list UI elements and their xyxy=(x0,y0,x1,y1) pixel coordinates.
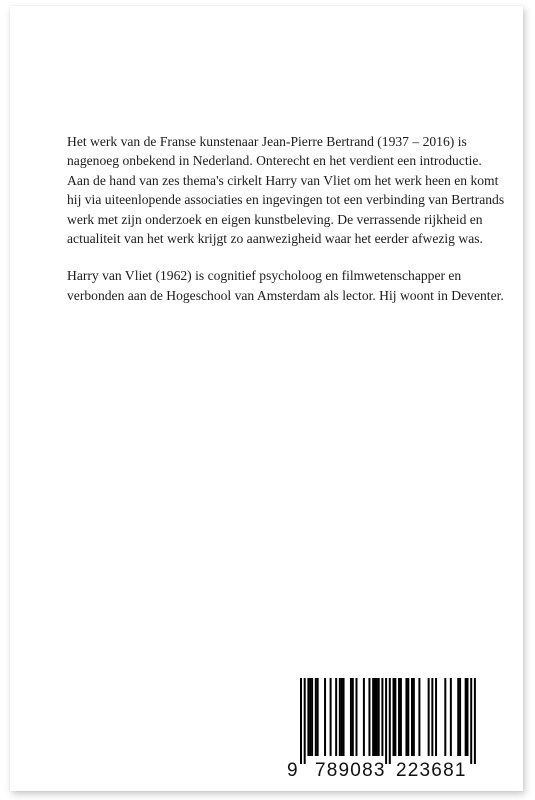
barcode-bar xyxy=(457,678,459,756)
barcode-bar xyxy=(350,678,352,756)
barcode-bar xyxy=(341,678,343,756)
text-line: Harry van Vliet (1962) is cognitief psycholoog en filmwetenschapper en xyxy=(67,268,462,284)
barcode-bar xyxy=(335,678,337,756)
text-line: nagenoeg onbekend in Nederland. Onterecht en het verdient een introductie. xyxy=(67,153,482,169)
isbn-left-group: 789083 xyxy=(315,760,386,781)
isbn-right-group: 223681 xyxy=(396,760,467,781)
barcode-bar xyxy=(413,678,415,756)
barcode-bar xyxy=(378,678,380,756)
barcode-bar xyxy=(394,678,396,756)
barcode-bar xyxy=(418,678,420,756)
text-line: verbonden aan de Hogeschool van Amsterdam als lector. Hij woont in Deventer. xyxy=(67,287,504,303)
barcode-bar xyxy=(343,678,345,756)
back-cover-page xyxy=(10,6,523,791)
barcode-bar xyxy=(393,678,395,756)
barcode-guard-bar xyxy=(385,678,387,764)
barcode-bar xyxy=(363,678,365,756)
isbn-first-digit: 9 xyxy=(287,760,299,781)
barcode-bar xyxy=(324,678,326,756)
barcode-bar xyxy=(444,678,446,756)
text-line: Aan de hand van zes thema's cirkelt Harry van Vliet om het werk heen en komt xyxy=(67,172,499,188)
text-line: actualiteit van het werk krijgt zo aanwezigheid waar het eerder afwezig was. xyxy=(67,231,483,247)
barcode-bar xyxy=(400,678,402,756)
barcode-guard-bar xyxy=(474,678,476,764)
barcode-bar xyxy=(450,678,452,756)
barcode-bar xyxy=(330,678,332,756)
text-line: werk met zijn onderzoek en eigen kunstbeleving. De verrassende rijkheid en xyxy=(67,211,483,227)
barcode-bar xyxy=(405,678,407,756)
barcode-bar xyxy=(315,678,317,756)
text-line: Het werk van de Franse kunstenaar Jean-Pierre Bertrand (1937 – 2016) is xyxy=(67,134,467,149)
text-line: hij via uiteenlopende associaties en ingevingen tot een verbinding van Bertrands xyxy=(67,192,505,208)
barcode-bar xyxy=(467,678,469,756)
barcode-bar xyxy=(372,678,374,756)
barcode-bar xyxy=(376,678,378,756)
barcode-guard-bar xyxy=(470,678,472,764)
barcode-bar xyxy=(309,678,311,756)
barcode-bar xyxy=(428,678,430,756)
barcode-bar xyxy=(339,678,341,756)
barcode-bar xyxy=(307,678,309,756)
barcode-bar xyxy=(431,678,433,756)
barcode-bar xyxy=(407,678,409,756)
barcode-bar xyxy=(411,678,413,756)
barcode-bar xyxy=(352,678,354,756)
barcode-guard-bar xyxy=(300,678,302,764)
back-cover-text xyxy=(67,132,505,305)
barcode-guard-bar xyxy=(304,678,306,764)
barcode-bar xyxy=(368,678,370,756)
paragraph-book-description xyxy=(67,132,505,248)
barcode-bar xyxy=(459,678,461,756)
barcode-bar xyxy=(356,678,358,756)
barcode-bar xyxy=(311,678,313,756)
isbn-barcode xyxy=(282,678,497,789)
barcode-bar xyxy=(374,678,376,756)
barcode-bar xyxy=(465,678,467,756)
barcode-bar xyxy=(317,678,319,756)
barcode-bar xyxy=(398,678,400,756)
barcode-bar xyxy=(381,678,383,756)
barcode-guard-bar xyxy=(389,678,391,764)
paragraph-author-bio xyxy=(67,266,504,305)
barcode-bar xyxy=(435,678,437,756)
